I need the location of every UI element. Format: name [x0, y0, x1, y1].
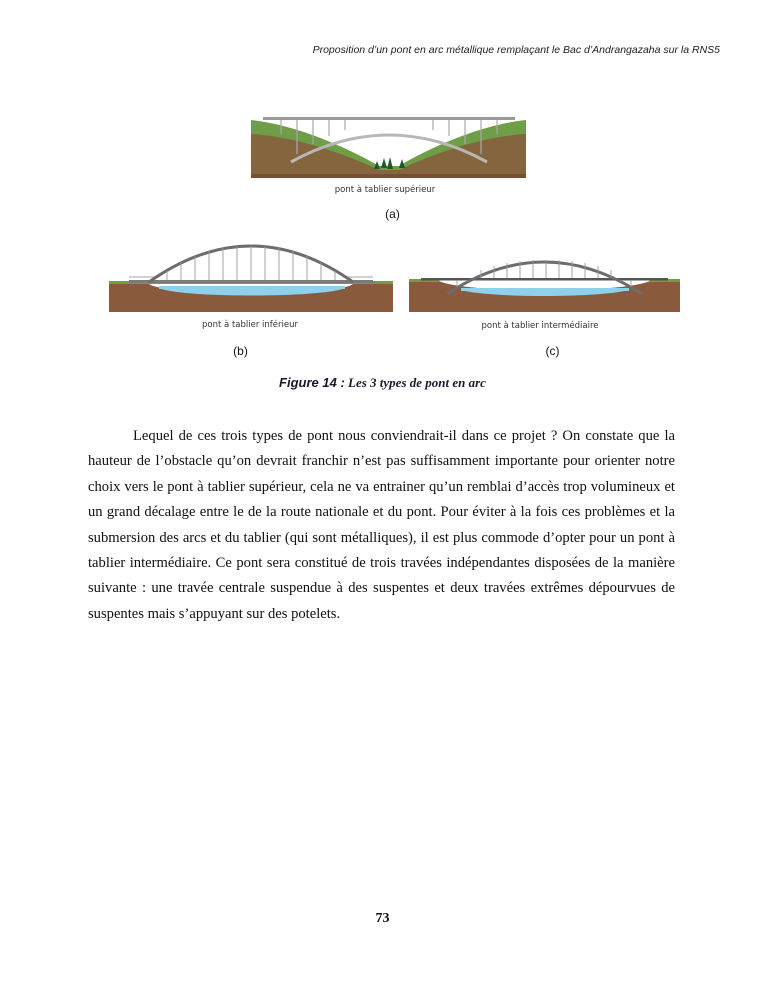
- through-arch-bridge-drawing: [109, 244, 393, 312]
- figure-b-illustration: [109, 244, 393, 312]
- figure-a-illustration: [251, 114, 526, 178]
- figure-b-label: (b): [233, 344, 248, 358]
- figure-caption: [0, 375, 765, 391]
- figure-a-caption: pont à tablier supérieur: [334, 185, 436, 195]
- figure-caption-label: Figure 14 :: [279, 375, 345, 390]
- figure-caption-title: Les 3 types de pont en arc: [348, 375, 486, 390]
- figure-c-label: (c): [545, 344, 560, 358]
- figure-b-caption: pont à tablier inférieur: [202, 320, 298, 330]
- half-through-arch-bridge-drawing: [409, 254, 680, 312]
- figure-a-label: (a): [385, 207, 400, 221]
- body-paragraph: Lequel de ces trois types de pont nous conviendrait-il dans ce projet ? On constate que la hauteur de l’obstacle qu’on devrait franchir n’est pas suffisamment importante pour orienter notre choix vers le pont à tablier supérieur, cela ne va entrainer qu’un remblai d’accès trop volumineux et un grand décalage entre le de la route nationale et du pont. Pour éviter à la fois ces problèmes et la submersion des arcs et du tablier (qui sont métalliques), il est plus commode d’opter pour un pont à tablier intermédiaire. Ce pont sera constitué de trois travées indépendantes disposées de la manière suivante : une travée centrale suspendue à des suspentes et deux travées extrêmes dépourvues de suspentes mais s’appuyant sur des potelets.: [88, 428, 675, 622]
- figure-c-caption: pont à tablier intermédiaire: [481, 321, 599, 331]
- figure-c-illustration: [409, 254, 680, 312]
- deck-arch-bridge-drawing: [251, 114, 526, 178]
- running-header: Proposition d’un pont en arc métallique remplaçant le Bac d’Andrangazaha sur la RNS5: [312, 44, 720, 56]
- page-number: 73: [375, 911, 390, 926]
